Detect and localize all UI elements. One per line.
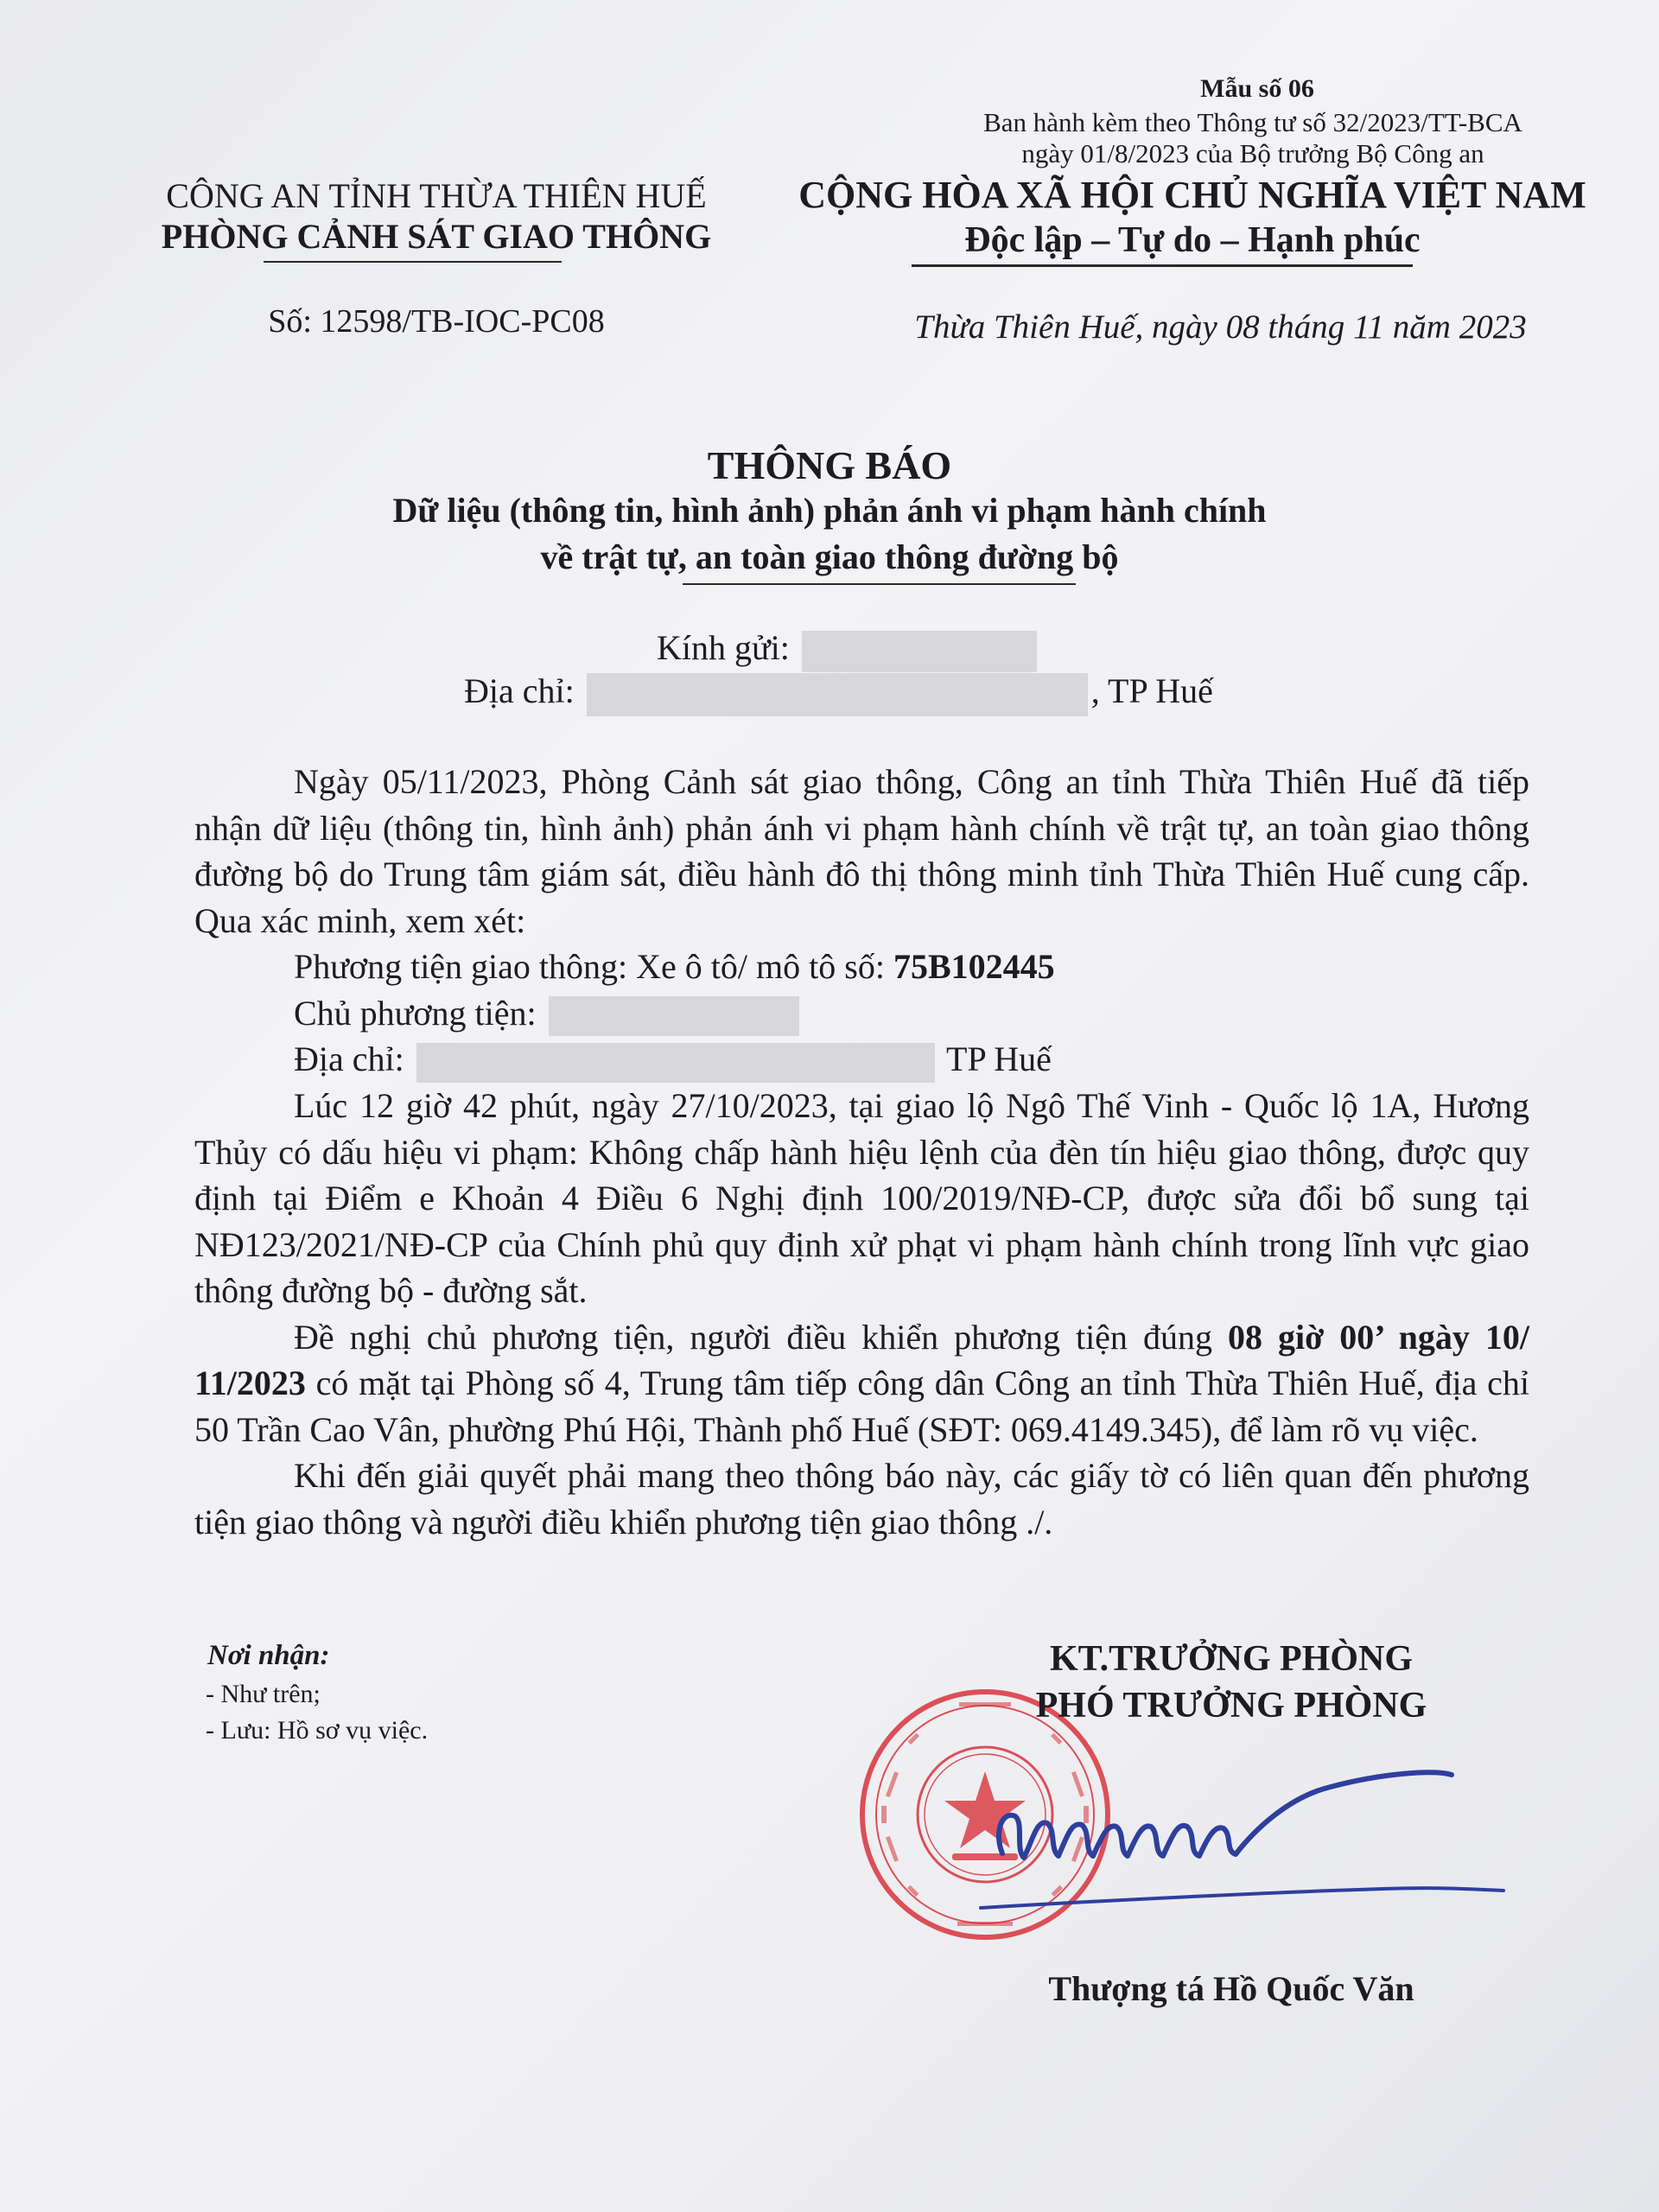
paragraph-bring-documents: Khi đến giải quyết phải mang theo thông báo này, các giấy tờ có liên quan đến phương tiện giao thông và người điều khiển phương tiện giao thông ./.	[194, 1456, 1529, 1541]
paragraph-violation: Lúc 12 giờ 42 phút, ngày 27/10/2023, tại giao lộ Ngô Thế Vinh - Quốc lộ 1A, Hương Thủy có dấu hiệu vi phạm: Không chấp hành hiệu lệnh của đèn tín hiệu giao thông, được quy định tại Điểm e Khoản 4 Điều 6 Nghị định 100/2019/NĐ-CP, được sửa đổi bổ sung tại NĐ123/2021/NĐ-CP của Chính phủ quy định xử phạt vi phạm hành chính trong lĩnh vực giao thông đường bộ - đường sắt.	[194, 1086, 1529, 1311]
document-subtitle-1: Dữ liệu (thông tin, hình ảnh) phản ánh vi phạm hành chính	[392, 491, 1267, 530]
paragraph-summons	[194, 1314, 1529, 1453]
signer-name: Thượng tá Hồ Quốc Văn	[1048, 1969, 1414, 2008]
recipient-line	[657, 627, 1040, 672]
motto-underline	[912, 264, 1413, 267]
recipient-name-redacted	[802, 631, 1037, 672]
owner-address-redacted	[416, 1043, 935, 1083]
recipient-address-suffix: , TP Huế	[1090, 671, 1213, 710]
signature-title: KT.TRƯỞNG PHÒNG	[1050, 1639, 1413, 1679]
vehicle-plate: 75B102445	[893, 947, 1055, 986]
vehicle-label: Phương tiện giao thông: Xe ô tô/ mô tô số:	[294, 947, 885, 986]
owner-label: Chủ phương tiện:	[294, 993, 537, 1033]
paragraph-received: Ngày 05/11/2023, Phòng Cảnh sát giao thông, Công an tỉnh Thừa Thiên Huế đã tiếp nhận dữ liệu (thông tin, hình ảnh) phản ánh vi phạm hành chính về trật tự, an toàn giao thông đường bộ do Trung tâm giám sát, điều hành đô thị thông minh tỉnh Thừa Thiên Huế cung cấp. Qua xác minh, xem xét:	[194, 762, 1529, 940]
owner-line	[194, 990, 1529, 1037]
form-number: Mẫu số 06	[1200, 74, 1314, 103]
recipients-item: - Lưu: Hồ sơ vụ việc.	[206, 1716, 429, 1745]
vehicle-line	[194, 944, 1529, 990]
signature-subtitle: PHÓ TRƯỞNG PHÒNG	[1035, 1686, 1427, 1726]
recipient-label: Kính gửi:	[657, 628, 790, 667]
recipient-address-line	[464, 671, 1213, 716]
owner-name-redacted	[549, 996, 799, 1036]
owner-address-label: Địa chỉ:	[294, 1039, 404, 1079]
agency-underline	[264, 261, 562, 263]
recipients-item: - Như trên;	[206, 1680, 321, 1708]
owner-address-line	[194, 1036, 1529, 1083]
notice-body	[194, 759, 1529, 1545]
recipient-address-label: Địa chỉ:	[464, 671, 575, 710]
recipients-title: Nơi nhận:	[207, 1640, 330, 1671]
document-subtitle-2: về trật tự, an toàn giao thông đường bộ	[540, 537, 1119, 576]
document-number: Số: 12598/TB-IOC-PC08	[268, 303, 605, 340]
summons-time: 08 giờ 00’ ngày 10/ 11/2023	[194, 1317, 1529, 1403]
agency-name: PHÒNG CẢNH SÁT GIAO THÔNG	[161, 217, 712, 256]
agency-parent: CÔNG AN TỈNH THỪA THIÊN HUẾ	[166, 176, 707, 215]
recipient-address-redacted	[587, 673, 1088, 716]
form-issued-by: Ban hành kèm theo Thông tư số 32/2023/TT-BCA	[983, 107, 1522, 137]
summons-text-start: Đề nghị chủ phương tiện, người điều khiển phương tiện đúng	[294, 1317, 1228, 1357]
national-motto: Độc lập – Tự do – Hạnh phúc	[964, 220, 1421, 260]
country-name: CỘNG HÒA XÃ HỘI CHỦ NGHĨA VIỆT NAM	[798, 174, 1586, 216]
subtitle-underline	[683, 583, 1076, 585]
place-date: Thừa Thiên Huế, ngày 08 tháng 11 năm 2023	[914, 308, 1527, 346]
document-title: THÔNG BÁO	[707, 443, 952, 487]
signature-icon	[968, 1763, 1529, 1936]
owner-address-suffix: TP Huế	[946, 1039, 1052, 1079]
form-issued-date: ngày 01/8/2023 của Bộ trưởng Bộ Công an	[1021, 138, 1484, 168]
summons-text-end: có mặt tại Phòng số 4, Trung tâm tiếp công dân Công an tỉnh Thừa Thiên Huế, địa chỉ 50 Trần Cao Vân, phường Phú Hội, Thành phố Huế (SĐT: 069.4149.345), để làm rõ vụ việc.	[194, 1363, 1529, 1449]
